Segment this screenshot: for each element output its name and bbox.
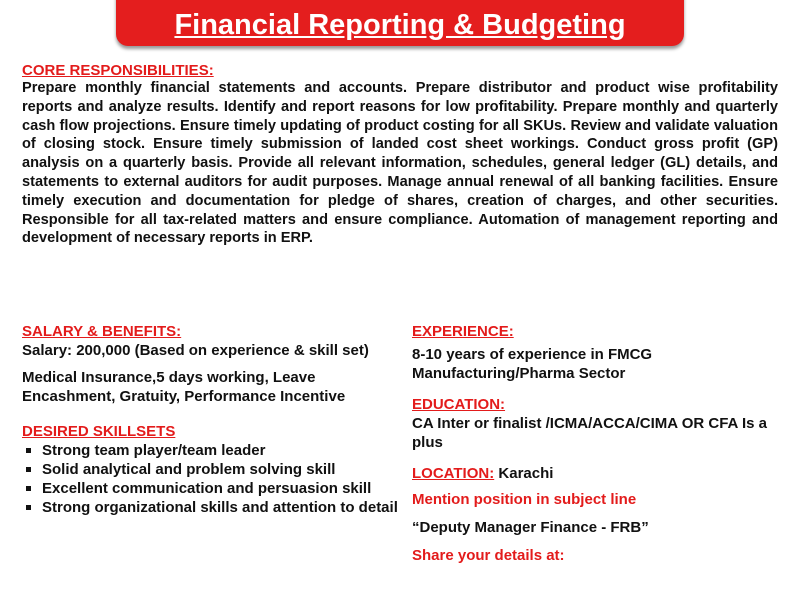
share-text: Share your details at: bbox=[412, 547, 565, 564]
banner-title: Financial Reporting & Budgeting bbox=[174, 9, 626, 41]
location-line bbox=[412, 464, 792, 483]
location-heading: LOCATION: bbox=[412, 465, 495, 482]
education-text: CA Inter or finalist /ICMA/ACCA/CIMA OR CFA Is a plus bbox=[412, 415, 768, 451]
right-column bbox=[412, 322, 792, 565]
experience-text: 8-10 years of experience in FMCG Manufacturing/Pharma Sector bbox=[412, 346, 653, 382]
core-heading: CORE RESPONSIBILITIES: bbox=[22, 62, 214, 79]
salary-text: Salary: 200,000 (Based on experience & skill set) bbox=[22, 342, 369, 359]
left-column bbox=[22, 322, 402, 517]
education-heading: EDUCATION: bbox=[412, 396, 506, 413]
skill-item: Excellent communication and persuasion skill bbox=[22, 479, 402, 498]
subject-text: “Deputy Manager Finance - FRB” bbox=[412, 519, 649, 536]
benefits-text: Medical Insurance,5 days working, Leave Encashment, Gratuity, Performance Incentive bbox=[22, 369, 346, 405]
core-responsibilities bbox=[22, 62, 778, 248]
skill-item: Strong team player/team leader bbox=[22, 441, 402, 460]
skill-item: Strong organizational skills and attention to detail bbox=[22, 498, 402, 517]
experience-heading: EXPERIENCE: bbox=[412, 323, 514, 340]
skills-heading: DESIRED SKILLSETS bbox=[22, 423, 176, 440]
salary-heading: SALARY & BENEFITS: bbox=[22, 323, 182, 340]
skill-item: Solid analytical and problem solving skill bbox=[22, 460, 402, 479]
core-text: Prepare monthly financial statements and accounts. Prepare distributor and product wise profitability reports and analyze results. Identify and report reasons for low profitability. Prepare monthly and quarterly cash flow projections. Ensure timely updating of product costing for all SKUs. Review and validate valuation of closing stock. Ensure timely submission of landed cost sheet workings. Conduct gross profit (GP) analysis on a quarterly basis. Provide all relevant information, schedules, general ledger (GL) details, and statements to external auditors for audit purposes. Manage annual renewal of all banking facilities. Ensure timely execution and documentation for pledge of shares, creation of charges, and other securities. Responsible for all tax-related matters and ensure compliance. Automation of management reporting and development of necessary reports in ERP. bbox=[22, 80, 778, 247]
skills-list bbox=[22, 441, 402, 517]
mention-text: Mention position in subject line bbox=[412, 491, 637, 508]
title-banner bbox=[116, 0, 684, 46]
location-value: Karachi bbox=[498, 465, 554, 482]
